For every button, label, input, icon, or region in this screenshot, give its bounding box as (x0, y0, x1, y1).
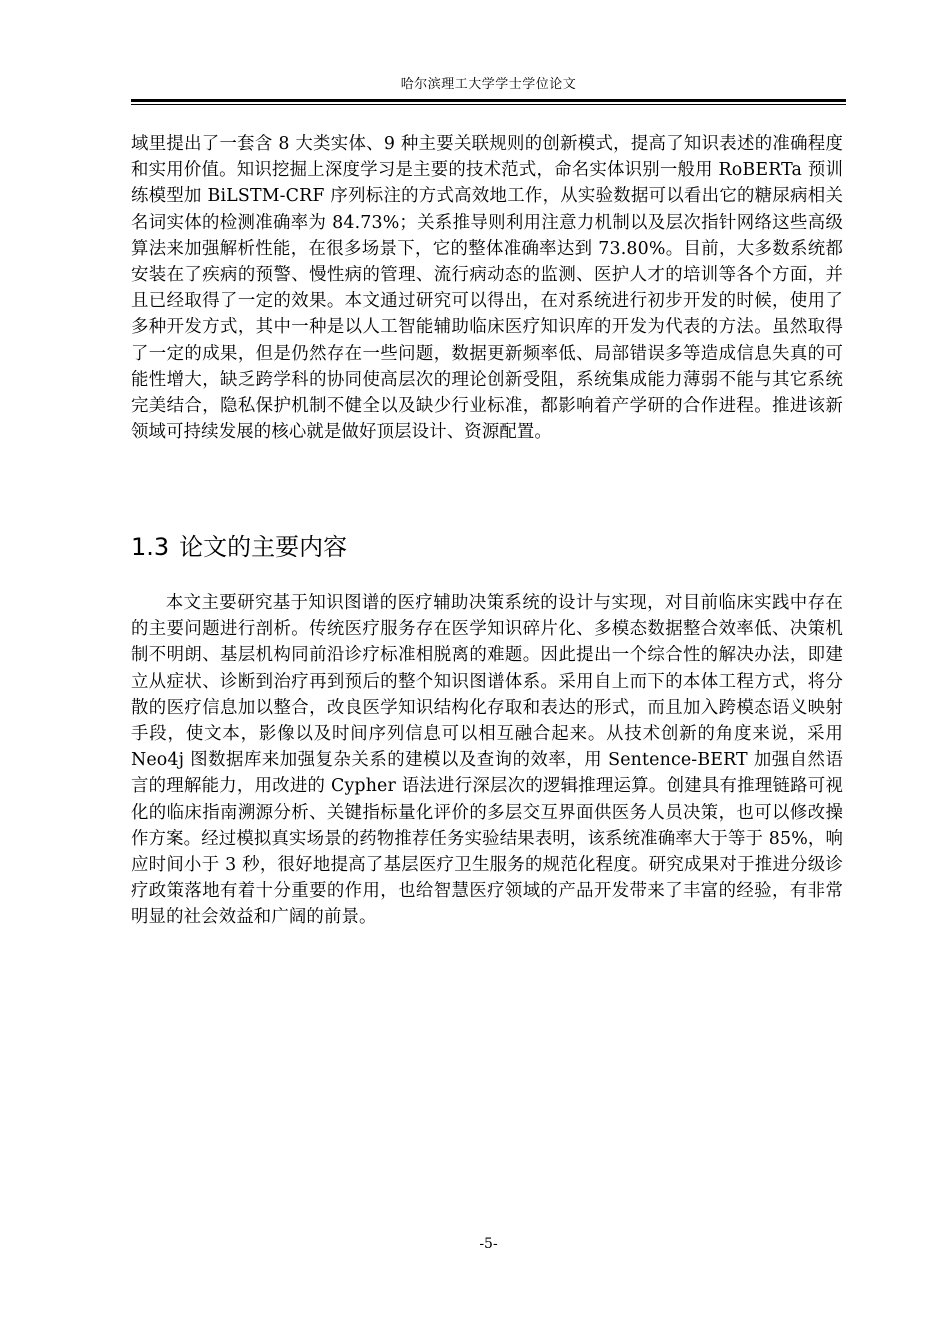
section-heading (131, 531, 843, 563)
body-paragraph-main-content: 本文主要研究基于知识图谱的医疗辅助决策系统的设计与实现，对目前临床实践中存在的主要问题进行剖析。传统医疗服务存在医学知识碎片化、多模态数据整合效率低、决策机制不明朗、基层机构同前沿诊疗标准相脱离的难题。因此提出一个综合性的解决办法，即建立从症状、诊断到治疗再到预后的整个知识图谱体系。采用自上而下的本体工程方式，将分散的医疗信息加以整合，改良医学知识结构化存取和表达的形式，而且加入跨模态语义映射手段，使文本，影像以及时间序列信息可以相互融合起来。从技术创新的角度来说，采用 Neo4j 图数据库来加强复杂关系的建模以及查询的效率，用 Sentence-BERT 加强自然语言的理解能力，用改进的 Cypher 语法进行深层次的逻辑推理运算。创建具有推理链路可视化的临床指南溯源分析、关键指标量化评价的多层交互界面供医务人员决策，也可以修改操作方案。经过模拟真实场景的药物推荐任务实验结果表明，该系统准确率大于等于 85%，响应时间小于 3 秒，很好地提高了基层医疗卫生服务的规范化程度。研究成果对于推进分级诊疗政策落地有着十分重要的作用，也给智慧医疗领域的产品开发带来了丰富的经验，有非常明显的社会效益和广阔的前景。 (131, 593, 843, 928)
header-rule-thick (131, 99, 846, 102)
running-header: 哈尔滨理工大学学士学位论文 (400, 77, 577, 92)
body-paragraph-continued: 域里提出了一套含 8 大类实体、9 种主要关联规则的创新模式，提高了知识表述的准确程度和实用价值。知识挖掘上深度学习是主要的技术范式，命名实体识别一般用 RoBERTa 预训练模型加 BiLSTM-CRF 序列标注的方式高效地工作，从实验数据可以看出它的糖尿病相关名词实体的检测准确率为 84.73%；关系推导则利用注意力机制以及层次指针网络这些高级算法来加强解析性能，在很多场景下，它的整体准确率达到 73.80%。目前，大多数系统都安装在了疾病的预警、慢性病的管理、流行病动态的监测、医护人才的培训等各个方面，并且已经取得了一定的效果。本文通过研究可以得出，在对系统进行初步开发的时候，使用了多种开发方式，其中一种是以人工智能辅助临床医疗知识库的开发为代表的方法。虽然取得了一定的成果，但是仍然存在一些问题，数据更新频率低、局部错误多等造成信息失真的可能性增大，缺乏跨学科的协同使高层次的理论创新受阻，系统集成能力薄弱不能与其它系统完美结合，隐私保护机制不健全以及缺少行业标准，都影响着产学研的合作进程。推进该新领域可持续发展的核心就是做好顶层设计、资源配置。 (131, 134, 843, 443)
page-number: -5- (479, 1236, 498, 1252)
section-number: 1.3 (131, 533, 170, 561)
header-rule-thin (131, 104, 846, 105)
section-title: 论文的主要内容 (179, 533, 348, 561)
